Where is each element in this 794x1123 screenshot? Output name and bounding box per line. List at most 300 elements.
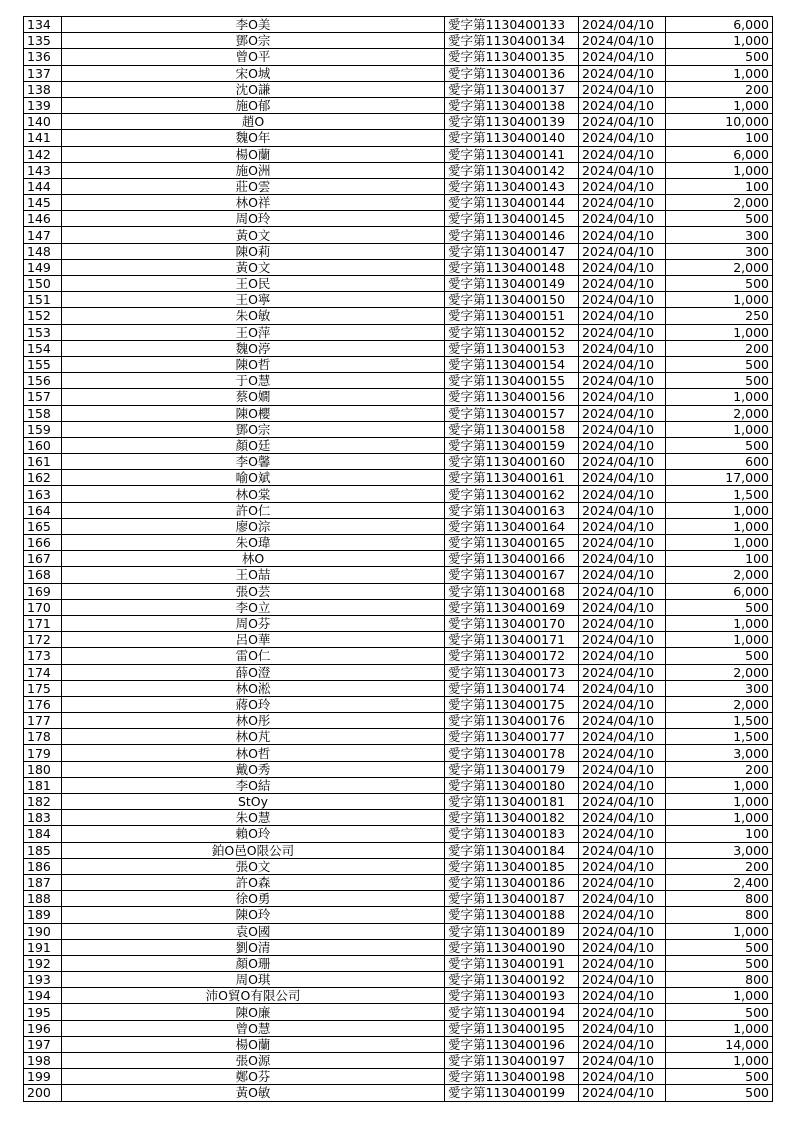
donor-name: 王O寧 [62,292,445,308]
table-row [24,583,773,599]
row-number: 142 [24,146,62,162]
donation-date: 2024/04/10 [579,405,666,421]
donor-name: 林O彤 [62,713,445,729]
table-row [24,1020,773,1036]
receipt-number: 愛字第1130400181 [445,794,579,810]
donation-date: 2024/04/10 [579,713,666,729]
table-row [24,178,773,194]
table-row [24,130,773,146]
donation-amount: 1,000 [666,794,773,810]
table-row [24,1085,773,1101]
receipt-number: 愛字第1130400173 [445,664,579,680]
receipt-number: 愛字第1130400156 [445,389,579,405]
donation-date: 2024/04/10 [579,146,666,162]
table-row [24,227,773,243]
donation-amount: 300 [666,243,773,259]
donor-name: 陳O廉 [62,1004,445,1020]
row-number: 148 [24,243,62,259]
donation-amount: 1,000 [666,518,773,534]
donation-date: 2024/04/10 [579,939,666,955]
donation-amount: 1,000 [666,777,773,793]
receipt-number: 愛字第1130400186 [445,874,579,890]
donation-date: 2024/04/10 [579,454,666,470]
donation-date: 2024/04/10 [579,1085,666,1101]
row-number: 184 [24,826,62,842]
donation-amount: 250 [666,308,773,324]
row-number: 179 [24,745,62,761]
receipt-number: 愛字第1130400161 [445,470,579,486]
donation-date: 2024/04/10 [579,874,666,890]
row-number: 169 [24,583,62,599]
donor-name: 周O芬 [62,615,445,631]
row-number: 162 [24,470,62,486]
row-number: 157 [24,389,62,405]
row-number: 160 [24,437,62,453]
row-number: 188 [24,891,62,907]
table-row [24,874,773,890]
receipt-number: 愛字第1130400133 [445,17,579,33]
donation-date: 2024/04/10 [579,891,666,907]
table-row [24,518,773,534]
donor-name: 曾O平 [62,49,445,65]
row-number: 180 [24,761,62,777]
donation-amount: 500 [666,648,773,664]
table-row [24,470,773,486]
receipt-number: 愛字第1130400178 [445,745,579,761]
table-row [24,1053,773,1069]
row-number: 199 [24,1069,62,1085]
table-row [24,761,773,777]
donor-name: 李O馨 [62,454,445,470]
donation-amount: 1,000 [666,292,773,308]
row-number: 186 [24,858,62,874]
row-number: 196 [24,1020,62,1036]
donation-date: 2024/04/10 [579,17,666,33]
receipt-number: 愛字第1130400140 [445,130,579,146]
donation-amount: 500 [666,49,773,65]
table-row [24,972,773,988]
donation-amount: 500 [666,1004,773,1020]
donation-amount: 100 [666,178,773,194]
receipt-number: 愛字第1130400182 [445,810,579,826]
donation-date: 2024/04/10 [579,972,666,988]
donation-amount: 2,000 [666,259,773,275]
donation-date: 2024/04/10 [579,130,666,146]
receipt-number: 愛字第1130400165 [445,535,579,551]
receipt-number: 愛字第1130400167 [445,567,579,583]
donation-date: 2024/04/10 [579,1020,666,1036]
receipt-number: 愛字第1130400135 [445,49,579,65]
donation-amount: 1,500 [666,713,773,729]
table-row [24,939,773,955]
donor-name: 趙O [62,114,445,130]
row-number: 152 [24,308,62,324]
donor-name: 周O琪 [62,972,445,988]
table-row [24,97,773,113]
donation-date: 2024/04/10 [579,324,666,340]
table-row [24,794,773,810]
donation-date: 2024/04/10 [579,551,666,567]
receipt-number: 愛字第1130400185 [445,858,579,874]
receipt-number: 愛字第1130400134 [445,33,579,49]
donation-amount: 1,500 [666,729,773,745]
donation-amount: 500 [666,1069,773,1085]
row-number: 163 [24,486,62,502]
row-number: 174 [24,664,62,680]
donation-amount: 100 [666,826,773,842]
receipt-number: 愛字第1130400139 [445,114,579,130]
donation-amount: 1,000 [666,324,773,340]
receipt-number: 愛字第1130400171 [445,632,579,648]
donation-amount: 1,000 [666,535,773,551]
donation-date: 2024/04/10 [579,583,666,599]
table-row [24,664,773,680]
donor-name: 李O美 [62,17,445,33]
donor-name: 陳O櫻 [62,405,445,421]
donor-name: 周O玲 [62,211,445,227]
donation-amount: 600 [666,454,773,470]
donation-amount: 1,000 [666,923,773,939]
donor-name: 王O喆 [62,567,445,583]
donation-date: 2024/04/10 [579,259,666,275]
donation-date: 2024/04/10 [579,33,666,49]
receipt-number: 愛字第1130400142 [445,162,579,178]
donation-date: 2024/04/10 [579,1053,666,1069]
table-row [24,243,773,259]
donation-amount: 6,000 [666,17,773,33]
donation-date: 2024/04/10 [579,923,666,939]
receipt-number: 愛字第1130400168 [445,583,579,599]
row-number: 166 [24,535,62,551]
donor-name: 廖O淙 [62,518,445,534]
table-row [24,842,773,858]
donation-amount: 3,000 [666,745,773,761]
table-row [24,259,773,275]
row-number: 176 [24,696,62,712]
donation-amount: 200 [666,81,773,97]
donation-amount: 1,000 [666,97,773,113]
donation-amount: 1,000 [666,502,773,518]
donor-name: 朱O敏 [62,308,445,324]
table-row [24,567,773,583]
donor-name: 鄧O宗 [62,421,445,437]
donation-date: 2024/04/10 [579,227,666,243]
row-number: 181 [24,777,62,793]
donor-name: 薛O澄 [62,664,445,680]
row-number: 143 [24,162,62,178]
donation-amount: 500 [666,437,773,453]
table-row [24,551,773,567]
receipt-number: 愛字第1130400199 [445,1085,579,1101]
donation-table-body [24,17,773,1102]
table-row [24,729,773,745]
donor-name: 魏O渟 [62,340,445,356]
donor-name: 林O淞 [62,680,445,696]
receipt-number: 愛字第1130400154 [445,356,579,372]
receipt-number: 愛字第1130400153 [445,340,579,356]
donation-date: 2024/04/10 [579,81,666,97]
donor-name: 沛O貿O有限公司 [62,988,445,1004]
table-row [24,389,773,405]
donation-amount: 500 [666,276,773,292]
table-row [24,696,773,712]
donation-date: 2024/04/10 [579,680,666,696]
table-row [24,81,773,97]
receipt-number: 愛字第1130400166 [445,551,579,567]
donation-date: 2024/04/10 [579,1069,666,1085]
table-row [24,1036,773,1052]
receipt-number: 愛字第1130400184 [445,842,579,858]
donation-date: 2024/04/10 [579,1036,666,1052]
donor-name: 顏O珊 [62,955,445,971]
donation-amount: 500 [666,955,773,971]
donation-amount: 500 [666,373,773,389]
table-row [24,146,773,162]
donor-name: 朱O瑋 [62,535,445,551]
receipt-number: 愛字第1130400169 [445,599,579,615]
donation-amount: 100 [666,551,773,567]
row-number: 177 [24,713,62,729]
row-number: 193 [24,972,62,988]
donation-date: 2024/04/10 [579,356,666,372]
table-row [24,324,773,340]
donation-amount: 1,000 [666,988,773,1004]
donor-name: 黃O敏 [62,1085,445,1101]
donor-name: 陳O玲 [62,907,445,923]
donation-date: 2024/04/10 [579,389,666,405]
receipt-number: 愛字第1130400174 [445,680,579,696]
donation-date: 2024/04/10 [579,470,666,486]
donation-amount: 1,000 [666,389,773,405]
row-number: 161 [24,454,62,470]
row-number: 159 [24,421,62,437]
donation-amount: 2,000 [666,664,773,680]
receipt-number: 愛字第1130400164 [445,518,579,534]
donor-name: 林O [62,551,445,567]
row-number: 144 [24,178,62,194]
row-number: 171 [24,615,62,631]
donation-date: 2024/04/10 [579,211,666,227]
receipt-number: 愛字第1130400136 [445,65,579,81]
receipt-number: 愛字第1130400179 [445,761,579,777]
donor-name: 鉑O邑O限公司 [62,842,445,858]
donation-amount: 1,000 [666,1020,773,1036]
donor-name: 曾O慧 [62,1020,445,1036]
row-number: 198 [24,1053,62,1069]
donation-amount: 2,000 [666,405,773,421]
table-row [24,65,773,81]
donor-name: 喻O斌 [62,470,445,486]
donation-date: 2024/04/10 [579,745,666,761]
table-row [24,923,773,939]
donor-name: 劉O清 [62,939,445,955]
row-number: 141 [24,130,62,146]
table-row [24,615,773,631]
donor-name: 林O哲 [62,745,445,761]
row-number: 134 [24,17,62,33]
row-number: 182 [24,794,62,810]
receipt-number: 愛字第1130400147 [445,243,579,259]
row-number: 192 [24,955,62,971]
row-number: 158 [24,405,62,421]
donor-name: 呂O華 [62,632,445,648]
donation-date: 2024/04/10 [579,826,666,842]
row-number: 197 [24,1036,62,1052]
donation-date: 2024/04/10 [579,858,666,874]
table-row [24,373,773,389]
donation-amount: 200 [666,761,773,777]
table-row [24,114,773,130]
donation-date: 2024/04/10 [579,567,666,583]
donation-date: 2024/04/10 [579,97,666,113]
table-row [24,955,773,971]
row-number: 137 [24,65,62,81]
donation-date: 2024/04/10 [579,599,666,615]
receipt-number: 愛字第1130400198 [445,1069,579,1085]
table-row [24,211,773,227]
donation-amount: 1,000 [666,162,773,178]
donation-date: 2024/04/10 [579,810,666,826]
row-number: 189 [24,907,62,923]
donation-amount: 1,000 [666,632,773,648]
row-number: 185 [24,842,62,858]
table-row [24,308,773,324]
donation-amount: 500 [666,939,773,955]
receipt-number: 愛字第1130400141 [445,146,579,162]
donation-amount: 500 [666,356,773,372]
donation-amount: 200 [666,340,773,356]
table-row [24,195,773,211]
donation-amount: 1,000 [666,33,773,49]
donor-name: 徐O勇 [62,891,445,907]
row-number: 187 [24,874,62,890]
row-number: 154 [24,340,62,356]
table-row [24,632,773,648]
donation-date: 2024/04/10 [579,955,666,971]
donation-amount: 300 [666,227,773,243]
donation-date: 2024/04/10 [579,486,666,502]
donation-amount: 6,000 [666,146,773,162]
table-row [24,502,773,518]
table-row [24,745,773,761]
donation-date: 2024/04/10 [579,1004,666,1020]
receipt-number: 愛字第1130400144 [445,195,579,211]
table-row [24,1069,773,1085]
row-number: 191 [24,939,62,955]
receipt-number: 愛字第1130400148 [445,259,579,275]
donation-amount: 1,000 [666,810,773,826]
table-row [24,826,773,842]
row-number: 135 [24,33,62,49]
receipt-number: 愛字第1130400163 [445,502,579,518]
donor-name: 王O萍 [62,324,445,340]
donation-date: 2024/04/10 [579,162,666,178]
donor-name: 蔣O玲 [62,696,445,712]
donor-name: 鄧O宗 [62,33,445,49]
donor-name: 張O芸 [62,583,445,599]
donor-name: 施O郁 [62,97,445,113]
row-number: 173 [24,648,62,664]
table-row [24,599,773,615]
receipt-number: 愛字第1130400191 [445,955,579,971]
receipt-number: 愛字第1130400183 [445,826,579,842]
table-row [24,33,773,49]
row-number: 150 [24,276,62,292]
row-number: 153 [24,324,62,340]
donation-amount: 500 [666,1085,773,1101]
receipt-number: 愛字第1130400197 [445,1053,579,1069]
receipt-number: 愛字第1130400157 [445,405,579,421]
receipt-number: 愛字第1130400143 [445,178,579,194]
receipt-number: 愛字第1130400193 [445,988,579,1004]
donation-amount: 6,000 [666,583,773,599]
table-row [24,49,773,65]
donor-name: 黃O文 [62,259,445,275]
table-row [24,858,773,874]
donor-name: 張O文 [62,858,445,874]
donation-date: 2024/04/10 [579,761,666,777]
donation-amount: 10,000 [666,114,773,130]
donation-amount: 1,000 [666,1053,773,1069]
row-number: 155 [24,356,62,372]
donation-date: 2024/04/10 [579,907,666,923]
table-row [24,340,773,356]
donation-amount: 1,000 [666,615,773,631]
table-row [24,454,773,470]
donation-amount: 300 [666,680,773,696]
donor-name: 陳O莉 [62,243,445,259]
row-number: 165 [24,518,62,534]
donor-name: 宋O城 [62,65,445,81]
receipt-number: 愛字第1130400145 [445,211,579,227]
row-number: 200 [24,1085,62,1101]
receipt-number: 愛字第1130400192 [445,972,579,988]
row-number: 151 [24,292,62,308]
receipt-number: 愛字第1130400189 [445,923,579,939]
table-row [24,17,773,33]
donation-date: 2024/04/10 [579,308,666,324]
row-number: 156 [24,373,62,389]
donation-amount: 800 [666,907,773,923]
donor-name: 蔡O嫺 [62,389,445,405]
receipt-number: 愛字第1130400138 [445,97,579,113]
donor-name: 賴O玲 [62,826,445,842]
donation-date: 2024/04/10 [579,777,666,793]
donation-date: 2024/04/10 [579,292,666,308]
donor-name: 許O森 [62,874,445,890]
donor-name: 張O源 [62,1053,445,1069]
receipt-number: 愛字第1130400155 [445,373,579,389]
donation-amount: 2,400 [666,874,773,890]
receipt-number: 愛字第1130400152 [445,324,579,340]
donation-date: 2024/04/10 [579,243,666,259]
receipt-number: 愛字第1130400177 [445,729,579,745]
receipt-number: 愛字第1130400158 [445,421,579,437]
donation-date: 2024/04/10 [579,49,666,65]
row-number: 194 [24,988,62,1004]
table-row [24,777,773,793]
table-row [24,486,773,502]
receipt-number: 愛字第1130400180 [445,777,579,793]
donation-date: 2024/04/10 [579,195,666,211]
receipt-number: 愛字第1130400195 [445,1020,579,1036]
donor-name: 戴O秀 [62,761,445,777]
donor-name: 林O祥 [62,195,445,211]
donor-name: 李O立 [62,599,445,615]
row-number: 170 [24,599,62,615]
donor-name: 朱O慧 [62,810,445,826]
donation-amount: 800 [666,972,773,988]
